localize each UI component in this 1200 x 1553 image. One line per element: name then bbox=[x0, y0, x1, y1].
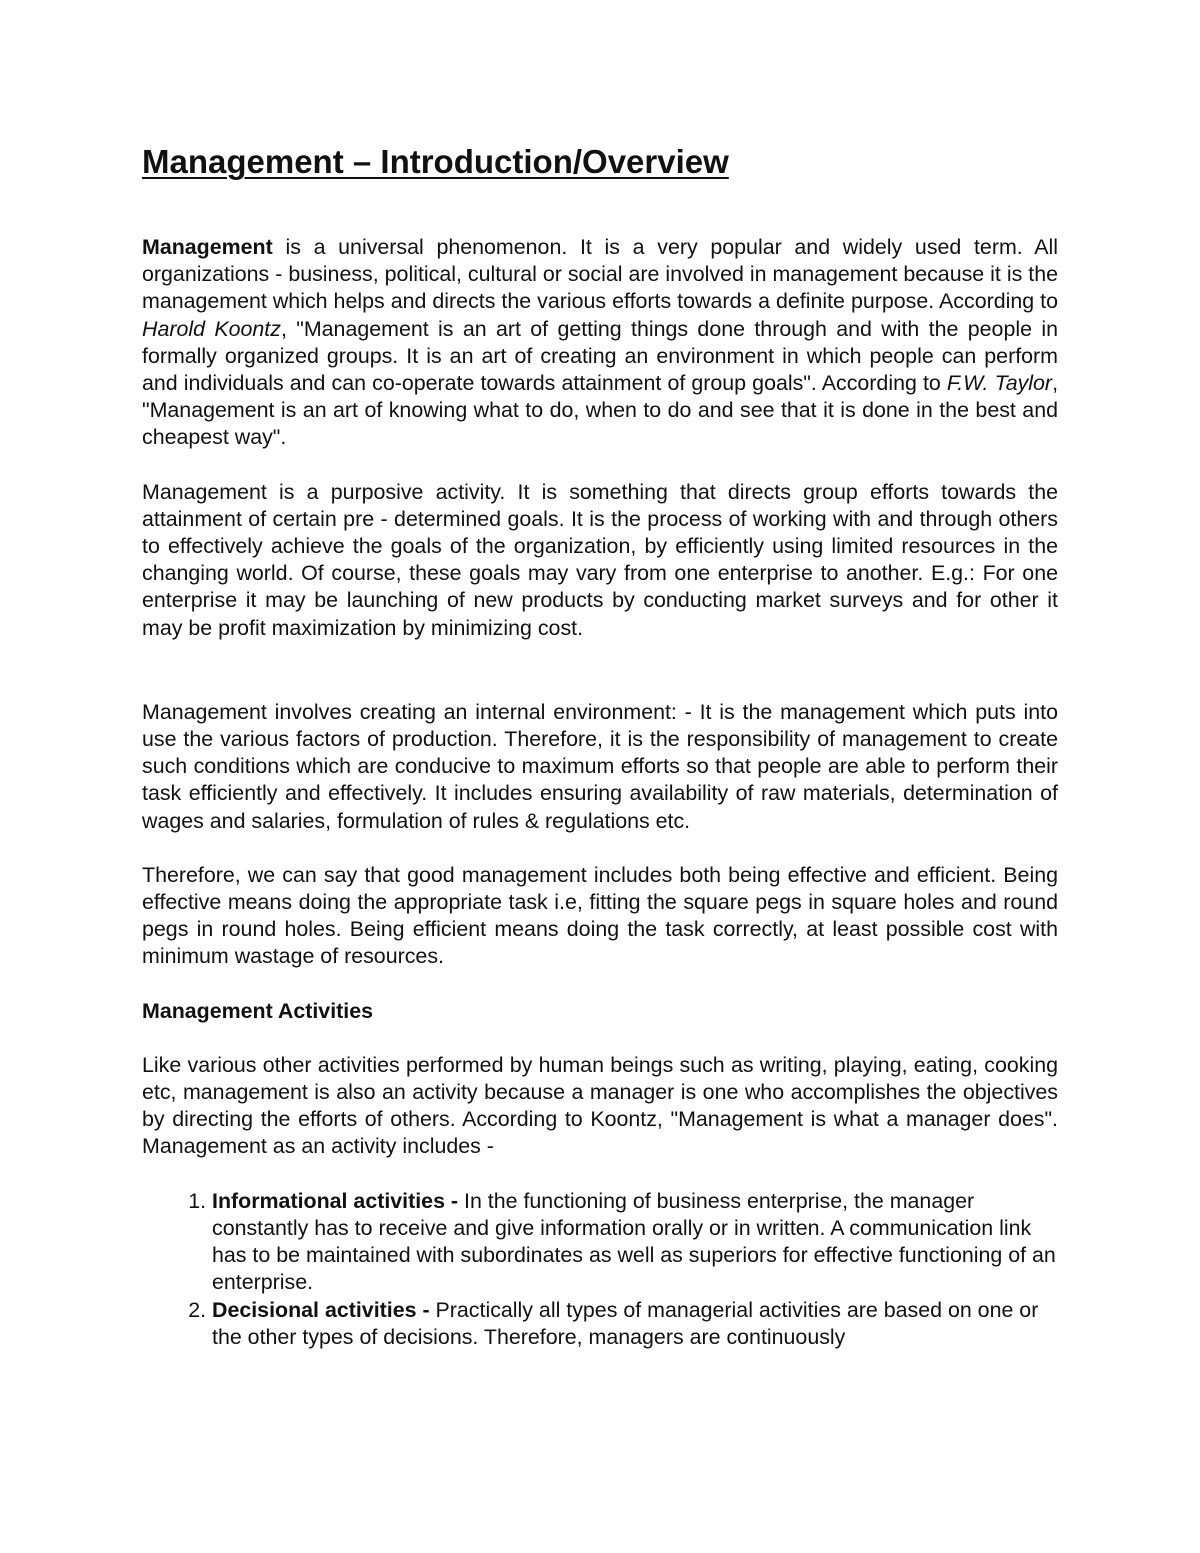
intro-author-taylor: F.W. Taylor bbox=[946, 371, 1053, 396]
effective-efficient-paragraph: Therefore, we can say that good management includes both being effective and efficient. Being effective means doing the appropriate task i.e, fitting the square pegs in square holes and round pegs in round holes. Being efficient means doing the task correctly, at least possible cost with minimum wastage of resources. bbox=[142, 862, 1058, 969]
intro-text-2: , "Management is an art of getting things done through and with the people in formally organized groups. It is an art of creating an environment in which people can perform and individuals and can co-operate towards attainment of group goals". According to bbox=[142, 316, 1058, 396]
list-item bbox=[212, 1297, 1058, 1351]
activities-intro-paragraph: Like various other activities performed by human beings such as writing, playing, eating, cooking etc, management is also an activity because a manager is one who accomplishes the objectives by directing the efforts of others. According to Koontz, "Management is what a manager does". Management as an activity includes - bbox=[142, 1052, 1058, 1159]
activities-list bbox=[142, 1188, 1058, 1351]
intro-text-3: , "Management is an art of knowing what to do, when to do and see that it is done in the best and cheapest way". bbox=[142, 371, 1059, 450]
list-item-text: In the functioning of business enterprise, the manager constantly has to receive and give information orally or in written. A communication link has to be maintained with subordinates as well as superiors for effective functioning of an enterprise. bbox=[212, 1188, 1056, 1295]
list-item-text: Practically all types of managerial activities are based on one or the other types of decisions. Therefore, managers are continuously bbox=[212, 1297, 1039, 1349]
spacer bbox=[142, 1161, 1058, 1188]
spacer bbox=[142, 452, 1058, 479]
purposive-activity-paragraph: Management is a purposive activity. It is something that directs group efforts towards the attainment of certain pre - determined goals. It is the process of working with and through others to effectively achieve the goals of the organization, by efficiently using limited resources in the changing world. Of course, these goals may vary from one enterprise to another. E.g.: For one enterprise it may be launching of new products by conducting market surveys and for other it may be profit maximization by minimizing cost. bbox=[142, 479, 1058, 640]
intro-text-1: is a universal phenomenon. It is a very popular and widely used term. All organizations - business, political, cultural or social are involved in management because it is the management which helps and directs the various efforts towards a definite purpose. According to bbox=[142, 235, 1058, 314]
page-title: Management – Introduction/Overview bbox=[142, 143, 729, 180]
list-item bbox=[212, 1188, 1058, 1297]
intro-term: Management bbox=[142, 235, 273, 259]
list-item-lead: Decisional activities - bbox=[212, 1297, 436, 1322]
spacer bbox=[142, 835, 1058, 862]
list-item-lead: Informational activities - bbox=[212, 1188, 464, 1213]
spacer bbox=[142, 642, 1058, 696]
intro-paragraph bbox=[142, 234, 1058, 452]
section-heading-activities: Management Activities bbox=[142, 998, 374, 1023]
spacer bbox=[142, 1025, 1058, 1052]
spacer bbox=[142, 971, 1058, 998]
internal-environment-paragraph: Management involves creating an internal environment: - It is the management which puts into use the various factors of production. Therefore, it is the responsibility of management to create such conditions which are conducive to maximum efforts so that people are able to perform their task efficiently and effectively. It includes ensuring availability of raw materials, determination of wages and salaries, formulation of rules & regulations etc. bbox=[142, 699, 1058, 833]
intro-author-koontz: Harold Koontz bbox=[142, 316, 281, 341]
